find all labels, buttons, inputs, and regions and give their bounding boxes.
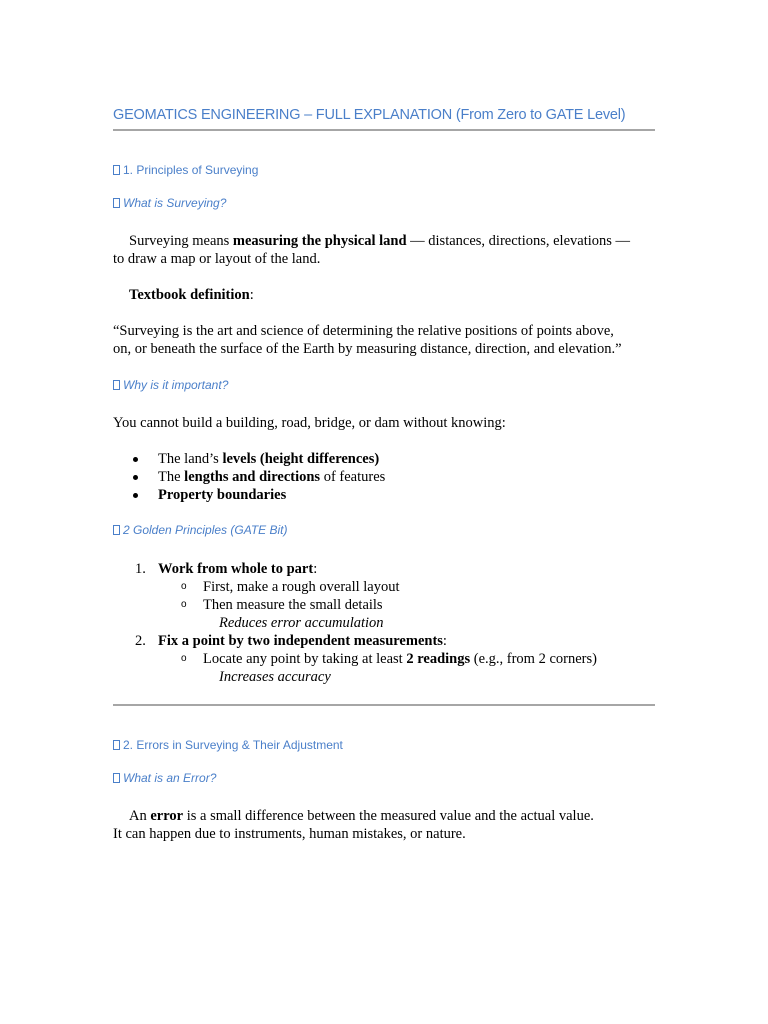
- list-number: 2.: [135, 633, 146, 649]
- golden-principles-heading-text: 2 Golden Principles (GATE Bit): [123, 523, 288, 537]
- principle-2: Fix a point by two independent measurements:: [158, 633, 447, 649]
- list-number: 1.: [135, 561, 146, 577]
- principle-2-sub-1: Locate any point by taking at least 2 readings (e.g., from 2 corners): [203, 651, 597, 667]
- missing-glyph-icon: [113, 525, 120, 535]
- list-item: Property boundaries: [158, 487, 287, 503]
- principle-1-sub-1: First, make a rough overall layout: [203, 579, 400, 595]
- section-1-heading-text: 1. Principles of Surveying: [123, 163, 259, 177]
- why-important-heading-text: Why is it important?: [123, 378, 229, 392]
- what-is-error-heading-text: What is an Error?: [123, 771, 217, 785]
- textbook-definition-label: Textbook definition:: [129, 287, 254, 303]
- section-rule: [113, 704, 655, 706]
- section-1-heading: [113, 163, 258, 177]
- sub-bullet: o: [181, 599, 187, 610]
- missing-glyph-icon: [113, 773, 120, 783]
- error-paragraph: An error is a small difference between the measured value and the actual value. It can happen due to instruments, human mistakes, or nature.: [113, 808, 594, 842]
- bullet-dot: [133, 457, 138, 462]
- sub-bullet: o: [181, 581, 187, 592]
- principle-2-note: Increases accuracy: [219, 669, 331, 685]
- title-rule: [113, 129, 655, 131]
- principle-1-note: Reduces error accumulation: [219, 615, 384, 631]
- what-is-surveying-heading-text: What is Surveying?: [123, 196, 227, 210]
- document-title: GEOMATICS ENGINEERING – FULL EXPLANATION (From Zero to GATE Level): [113, 107, 626, 123]
- what-is-error-heading: [113, 771, 216, 785]
- list-item: The land’s levels (height differences): [158, 451, 380, 467]
- why-important-heading: [113, 378, 228, 392]
- importance-intro: You cannot build a building, road, bridge, or dam without knowing:: [113, 415, 506, 431]
- surveying-paragraph: Surveying means measuring the physical land — distances, directions, elevations — to draw a map or layout of the land.: [113, 233, 631, 267]
- missing-glyph-icon: [113, 740, 120, 750]
- bullet-dot: [133, 475, 138, 480]
- section-2-heading: [113, 738, 343, 752]
- bullet-dot: [133, 493, 138, 498]
- list-item: The lengths and directions of features: [158, 469, 386, 485]
- sub-bullet: o: [181, 653, 187, 664]
- golden-principles-heading: [113, 523, 288, 537]
- missing-glyph-icon: [113, 380, 120, 390]
- what-is-surveying-heading: [113, 196, 226, 210]
- missing-glyph-icon: [113, 198, 120, 208]
- missing-glyph-icon: [113, 165, 120, 175]
- section-2-heading-text: 2. Errors in Surveying & Their Adjustment: [123, 738, 343, 752]
- principle-1: Work from whole to part:: [158, 561, 318, 577]
- definition-quote: “Surveying is the art and science of determining the relative positions of points above, on, or beneath the surface of the Earth by measuring distance, direction, and elevation.”: [113, 323, 622, 357]
- principle-1-sub-2: Then measure the small details: [203, 597, 383, 613]
